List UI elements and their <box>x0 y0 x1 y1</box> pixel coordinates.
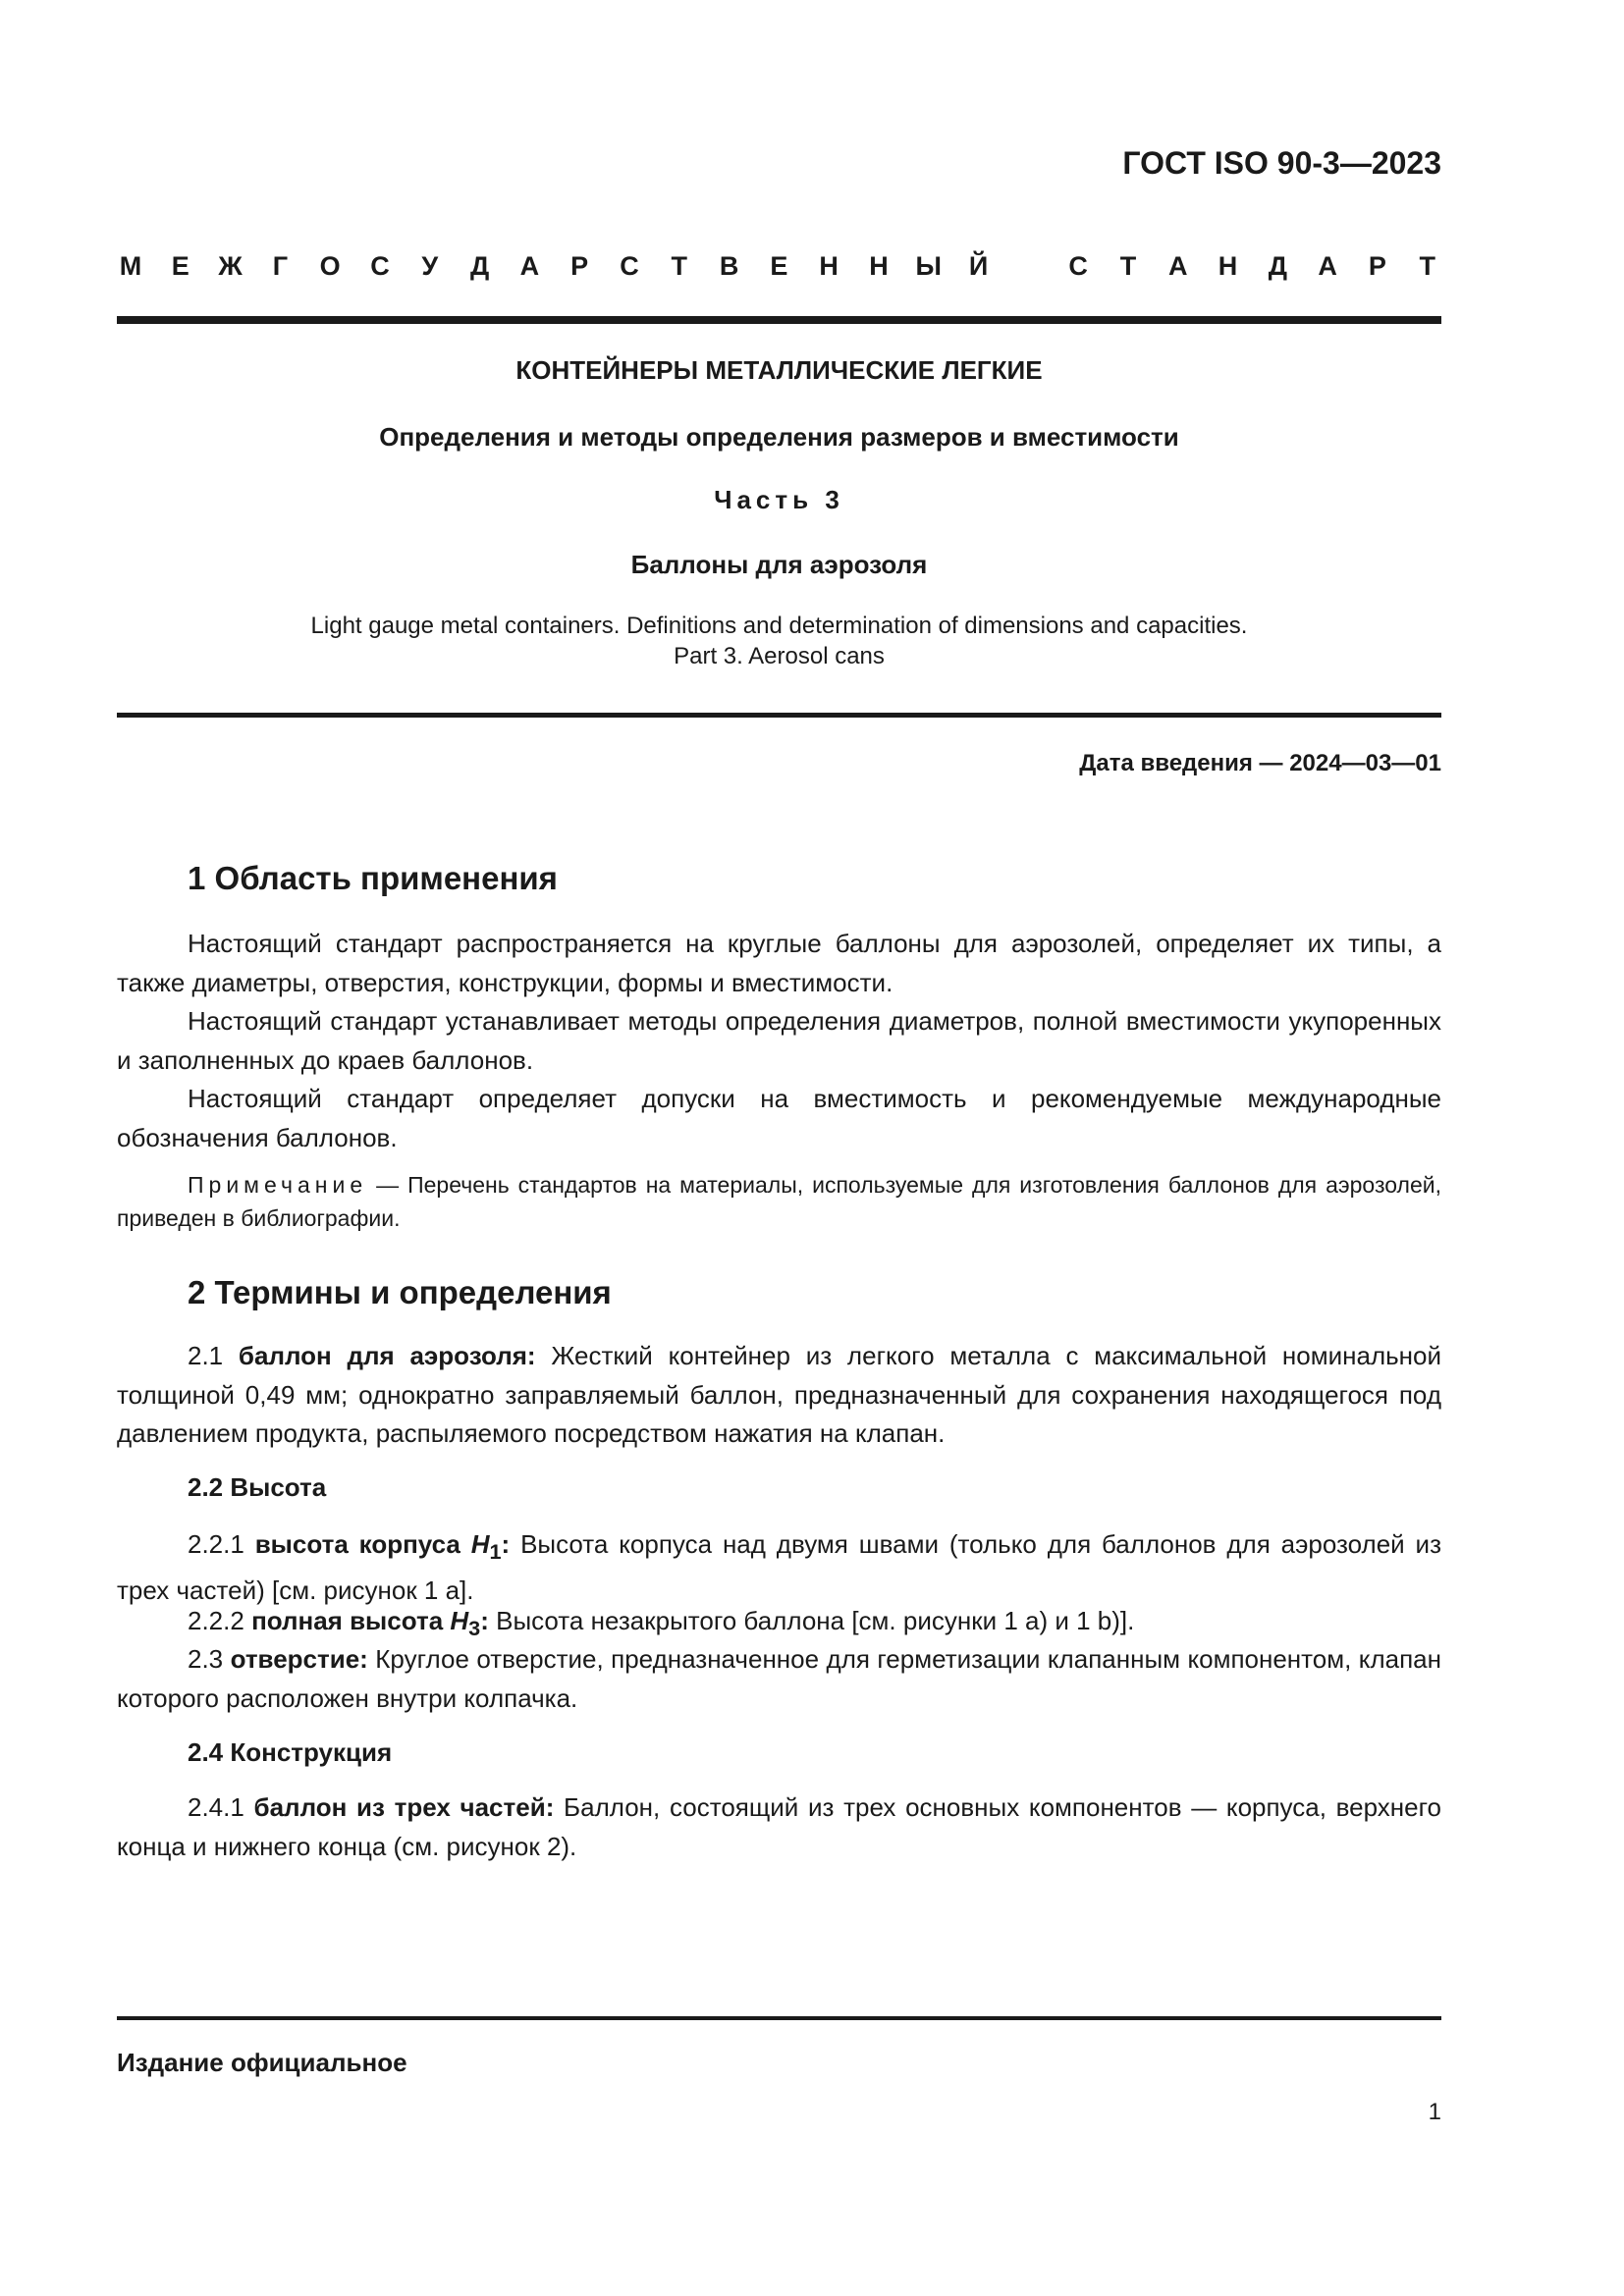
top-rule <box>117 316 1441 324</box>
document-subtitle: Определения и методы определения размеров и вместимости <box>379 422 1179 452</box>
term-name <box>254 1529 511 1565</box>
standard-type-letter: Г <box>272 251 289 281</box>
section-2-heading: 2 Термины и определения <box>188 1274 612 1310</box>
note <box>117 1168 1441 1235</box>
standard-type-letter: С <box>370 251 390 281</box>
term-number: 2.2.1 <box>188 1529 255 1559</box>
term-definition: Жесткий контейнер из легкого металла с максимальной номинальной толщиной 0,49 мм; однократно заправляемый баллон, предназначенный для сохранения находящегося под давлением продукта, распыляемого посредством нажатия на клапан. <box>117 1341 1442 1448</box>
term-colon: : <box>480 1606 489 1635</box>
english-title-line-1: Light gauge metal containers. Definitions and determination of dimensions and capacities. <box>310 613 1248 639</box>
term-2-4-1 <box>117 1789 1441 1866</box>
term-definition: Круглое отверстие, предназначенное для герметизации клапанным компонентом, клапан которого расположен внутри колпачка. <box>117 1644 1441 1713</box>
standard-type-letter: Р <box>1368 251 1386 281</box>
edition-label: Издание официальное <box>117 2048 407 2077</box>
standard-type-letter: Ы <box>915 251 942 281</box>
term-2-2-1 <box>117 1525 1441 1610</box>
term-name: баллон из трех частей: <box>253 1792 555 1822</box>
term-name: отверстие: <box>230 1644 368 1674</box>
standard-type-letter: А <box>519 251 540 281</box>
standard-code: ГОСТ ISO 90-3—2023 <box>1122 145 1441 181</box>
term-definition: Высота корпуса над двумя швами (только для баллонов для аэрозолей из трех частей) [см. рисунок 1 а]. <box>117 1529 1441 1605</box>
standard-type-letter: С <box>1068 251 1088 281</box>
subsection-2-2-heading: 2.2 Высота <box>188 1472 327 1502</box>
section-1-body <box>117 925 1441 1157</box>
standard-type-letter: Ж <box>218 251 243 281</box>
english-title <box>117 611 1441 671</box>
standard-type-letter: Н <box>869 251 889 281</box>
part-title: Баллоны для аэрозоля <box>630 550 928 579</box>
standard-type-letter: Е <box>770 251 788 281</box>
standard-type-letter: М <box>119 251 142 281</box>
standard-type-letter: Д <box>1268 251 1287 281</box>
standard-type-letter: Т <box>671 251 688 281</box>
term-number: 2.4.1 <box>188 1792 254 1822</box>
term-name-text: полная высота <box>251 1606 451 1635</box>
standard-type-letter: Е <box>171 251 189 281</box>
term-name-text: высота корпуса <box>254 1529 471 1559</box>
note-label: Примечание <box>188 1172 368 1198</box>
standard-type-letter: У <box>421 251 439 281</box>
term-definition: Баллон, состоящий из трех основных компонентов — корпуса, верхнего конца и нижнего конца (см. рисунок 2). <box>117 1792 1441 1861</box>
standard-type-letter: С <box>620 251 639 281</box>
english-title-line-2: Part 3. Aerosol cans <box>674 643 885 669</box>
part-label: Часть 3 <box>714 485 844 514</box>
letter-gap <box>1014 251 1042 291</box>
section-1-heading: 1 Область применения <box>188 860 558 896</box>
term-number: 2.3 <box>188 1644 231 1674</box>
symbol-subscript: 1 <box>489 1539 502 1565</box>
standard-type-letter: В <box>719 251 739 281</box>
introduction-date: Дата введения — 2024—03—01 <box>1079 750 1441 776</box>
symbol: H <box>470 1529 490 1559</box>
term-definition: Высота незакрытого баллона [см. рисунки 1 а) и 1 b)]. <box>488 1606 1135 1635</box>
paragraph-3: Настоящий стандарт определяет допуски на вместимость и рекомендуемые международные обозначения баллонов. <box>117 1084 1441 1152</box>
term-number: 2.1 <box>188 1341 239 1370</box>
title-rule <box>117 713 1441 718</box>
term-name: баллон для аэрозоля: <box>238 1341 536 1370</box>
term-name <box>251 1606 489 1641</box>
subsection-2-4-heading: 2.4 Конструкция <box>188 1737 393 1767</box>
standard-type-letter: Й <box>968 251 989 281</box>
standard-type-letter: А <box>1318 251 1337 281</box>
paragraph-1: Настоящий стандарт распространяется на круглые баллоны для аэрозолей, определяет их типы, а также диаметры, отверстия, конструкции, формы и вместимости. <box>117 929 1441 997</box>
standard-type-letter: Р <box>570 251 589 281</box>
standard-type-letter: А <box>1167 251 1188 281</box>
page-number: 1 <box>1428 2099 1441 2125</box>
term-2-3 <box>117 1640 1441 1718</box>
standard-type-letter: Т <box>1119 251 1137 281</box>
document-title: КОНТЕЙНЕРЫ МЕТАЛЛИЧЕСКИЕ ЛЕГКИЕ <box>515 355 1043 385</box>
paragraph-2: Настоящий стандарт устанавливает методы определения диаметров, полной вместимости укупоренных и заполненных до краев баллонов. <box>117 1006 1441 1075</box>
standard-type-letter: Т <box>1419 251 1435 281</box>
symbol-subscript: 3 <box>468 1616 481 1641</box>
term-colon: : <box>501 1529 511 1559</box>
note-text: — Перечень стандартов на материалы, используемые для изготовления баллонов для аэрозолей, приведен в библиографии. <box>117 1172 1441 1231</box>
footer-rule <box>117 2016 1441 2020</box>
standard-type-line <box>117 251 1441 291</box>
symbol: H <box>450 1606 469 1635</box>
standard-type-letter: Н <box>819 251 839 281</box>
standard-type-letter: О <box>319 251 341 281</box>
term-number: 2.2.2 <box>188 1606 252 1635</box>
standard-type-letter: Д <box>469 251 490 281</box>
standard-type-letter: Н <box>1218 251 1238 281</box>
term-2-1 <box>117 1337 1441 1454</box>
